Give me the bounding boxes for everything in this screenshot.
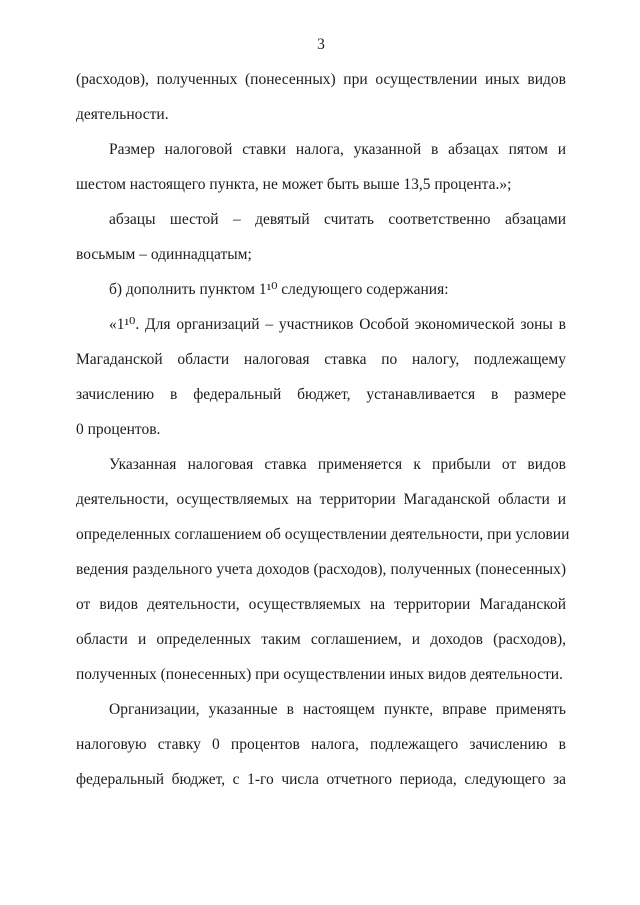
- text-line: деятельности.: [76, 106, 169, 123]
- text-line: «1¹⁰. Для организаций – участников Особой экономической зоны в: [109, 316, 566, 333]
- text-line: федеральный бюджет, с 1-го числа отчетного периода, следующего за: [76, 771, 566, 788]
- text-line: зачислению в федеральный бюджет, устанавливается в размере: [76, 386, 566, 403]
- text-line: абзацы шестой – девятый считать соответственно абзацами: [109, 211, 566, 228]
- text-line: полученных (понесенных) при осуществлении иных видов деятельности.: [76, 666, 563, 683]
- text-line: Указанная налоговая ставка применяется к прибыли от видов: [109, 456, 566, 473]
- text-line: восьмым – одиннадцатым;: [76, 246, 252, 263]
- text-line: Магаданской области налоговая ставка по налогу, подлежащему: [76, 351, 566, 368]
- paragraph: [76, 447, 570, 692]
- text-line: шестом настоящего пункта, не может быть выше 13,5 процента.»;: [76, 176, 512, 193]
- document-body: [76, 62, 570, 797]
- paragraph: [76, 62, 566, 132]
- paragraph: [76, 132, 566, 202]
- paragraph: [76, 692, 566, 797]
- text-line: ведения раздельного учета доходов (расходов), полученных (понесенных): [76, 561, 566, 578]
- text-line: 0 процентов.: [76, 421, 161, 438]
- paragraph: [76, 307, 566, 447]
- text-line: Организации, указанные в настоящем пункте, вправе применять: [109, 701, 566, 718]
- paragraph: [76, 202, 566, 272]
- text-line: Размер налоговой ставки налога, указанной в абзацах пятом и: [109, 141, 566, 158]
- text-line: налоговую ставку 0 процентов налога, подлежащего зачислению в: [76, 736, 566, 753]
- text-line: определенных соглашением об осуществлении деятельности, при условии: [76, 526, 570, 543]
- page-number: 3: [317, 36, 325, 53]
- text-line: области и определенных таким соглашением, и доходов (расходов),: [76, 631, 566, 648]
- text-line: б) дополнить пунктом 1¹⁰ следующего содержания:: [109, 281, 449, 298]
- text-line: от видов деятельности, осуществляемых на территории Магаданской: [76, 596, 566, 613]
- text-line: (расходов), полученных (понесенных) при осуществлении иных видов: [76, 71, 566, 88]
- text-line: деятельности, осуществляемых на территории Магаданской области и: [76, 491, 566, 508]
- paragraph: [76, 272, 566, 307]
